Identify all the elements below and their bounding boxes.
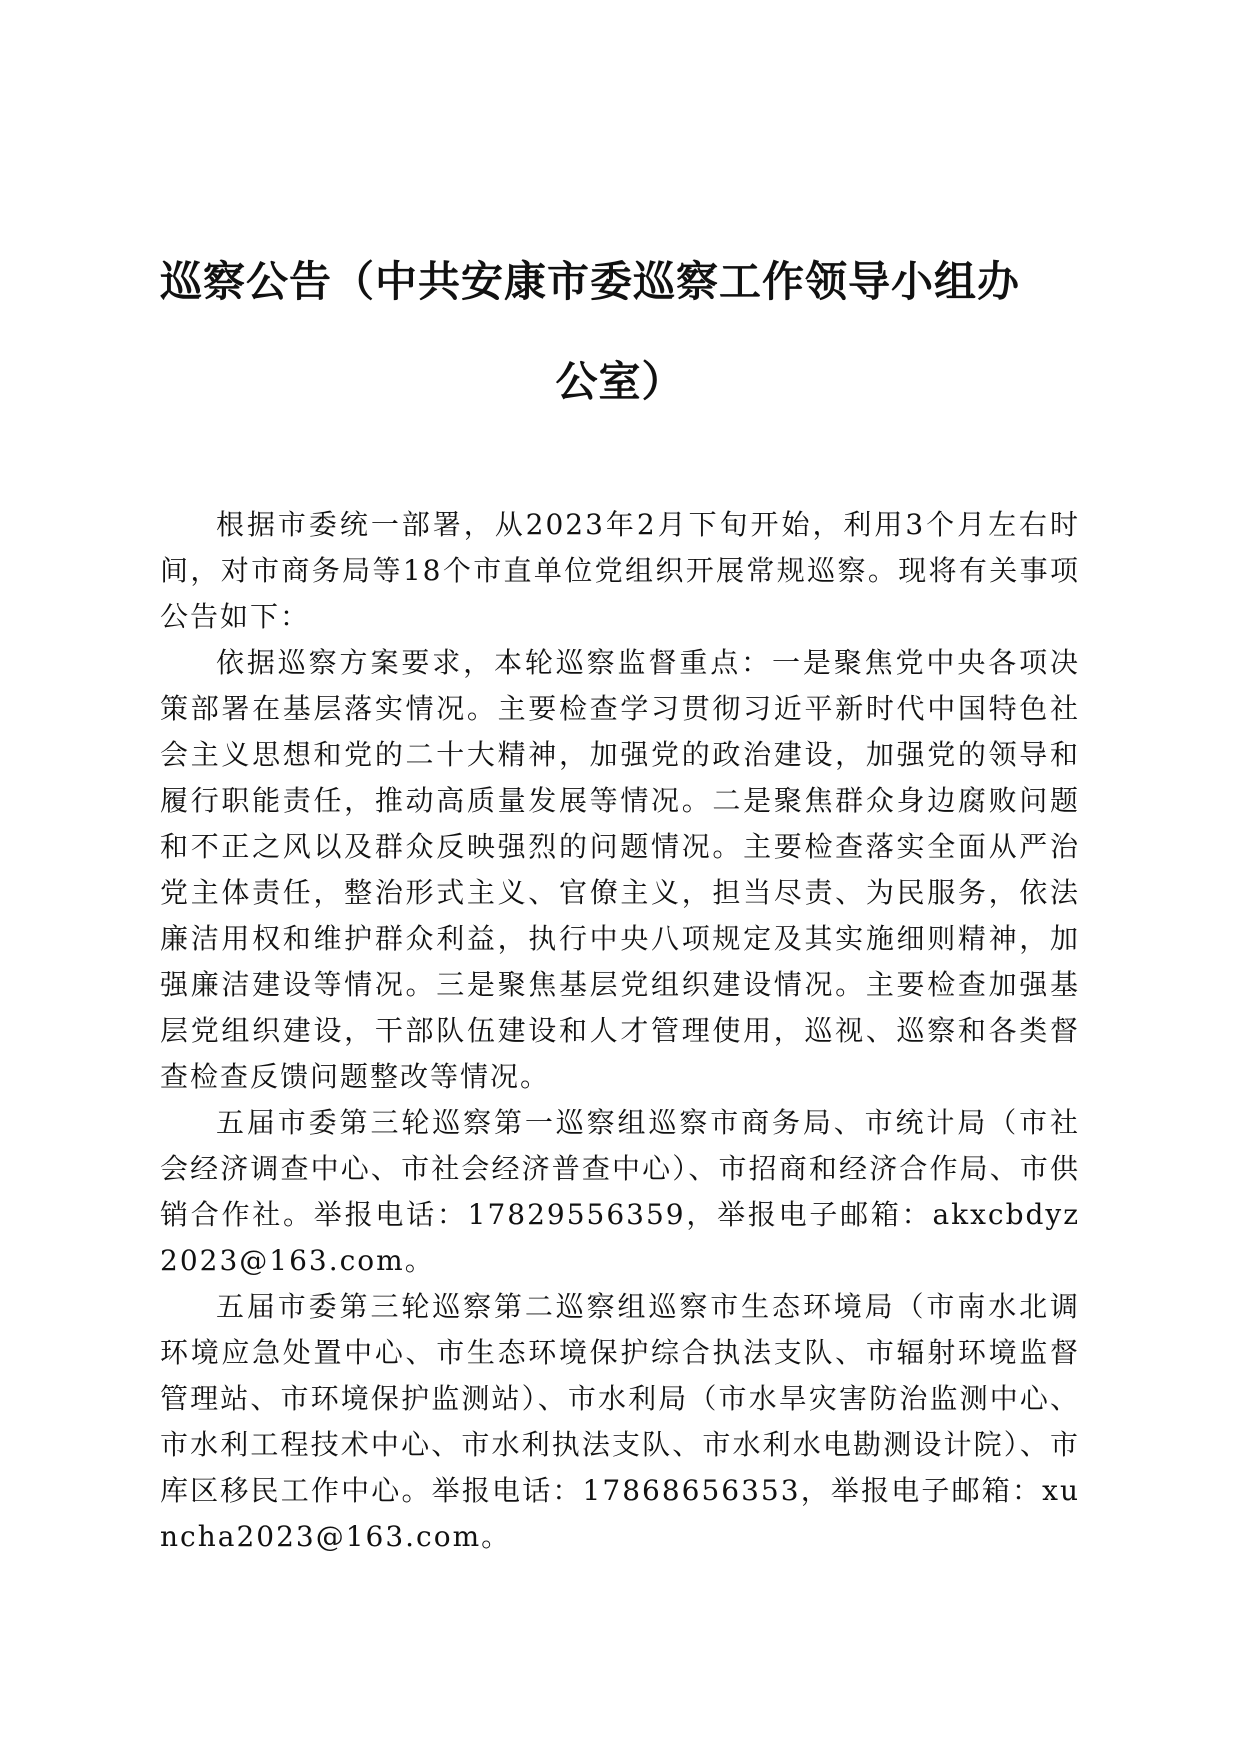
document-page xyxy=(160,232,1080,1560)
paragraph-focus: 依据巡察方案要求，本轮巡察监督重点：一是聚焦党中央各项决策部署在基层落实情况。主要检查学习贯彻习近平新时代中国特色社会主义思想和党的二十大精神，加强党的政治建设，加强党的领导和履行职能责任，推动高质量发展等情况。二是聚焦群众身边腐败问题和不正之风以及群众反映强烈的问题情况。主要检查落实全面从严治党主体责任，整治形式主义、官僚主义，担当尽责、为民服务，依法廉洁用权和维护群众利益，执行中央八项规定及其实施细则精神，加强廉洁建设等情况。三是聚焦基层党组织建设情况。主要检查加强基层党组织建设，干部队伍建设和人才管理使用，巡视、巡察和各类督查检查反馈问题整改等情况。 xyxy=(160,646,1080,1093)
title-line-1: 巡察公告（中共安康市委巡察工作领导小组办 xyxy=(160,257,1021,306)
document-title xyxy=(160,232,1080,432)
paragraph-intro: 根据市委统一部署，从2023年2月下旬开始，利用3个月左右时间，对市商务局等18个市直单位党组织开展常规巡察。现将有关事项公告如下： xyxy=(160,508,1080,633)
document-body xyxy=(160,502,1080,1560)
paragraph-group-1: 五届市委第三轮巡察第一巡察组巡察市商务局、市统计局（市社会经济调查中心、市社会经济普查中心）、市招商和经济合作局、市供销合作社。举报电话：17829556359，举报电子邮箱：akxcbdyz2023@163.com。 xyxy=(160,1106,1080,1277)
title-line-2: 公室） xyxy=(555,357,685,406)
paragraph-group-2: 五届市委第三轮巡察第二巡察组巡察市生态环境局（市南水北调环境应急处置中心、市生态环境保护综合执法支队、市辐射环境监督管理站、市环境保护监测站）、市水利局（市水旱灾害防治监测中心、市水利工程技术中心、市水利执法支队、市水利水电勘测设计院）、市库区移民工作中心。举报电话：17868656353，举报电子邮箱：xuncha2023@163.com。 xyxy=(160,1290,1080,1553)
